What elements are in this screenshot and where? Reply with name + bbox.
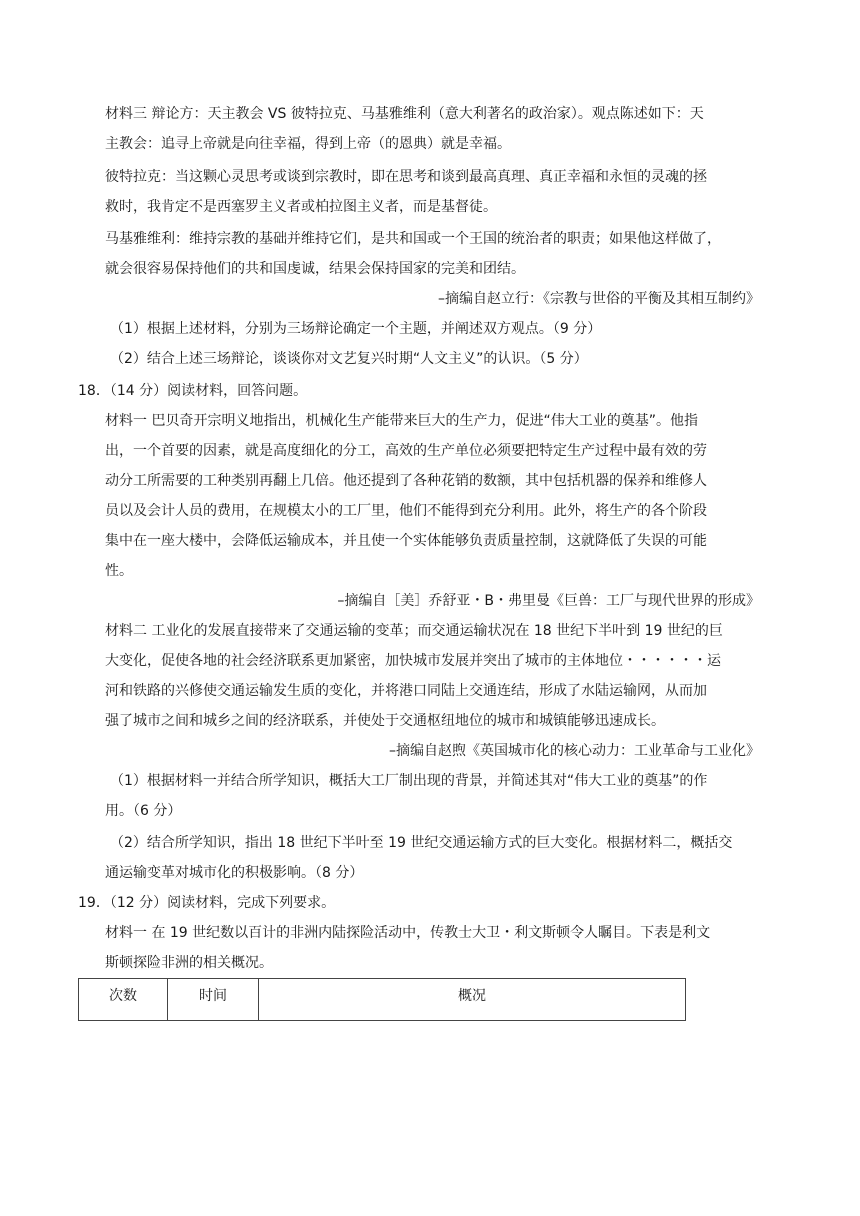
source-citation: –摘编自赵煦《英国城市化的核心动力：工业革命与工业化》 xyxy=(389,743,760,759)
source-citation: –摘编自赵立行：《宗教与世俗的平衡及其相互制约》 xyxy=(438,291,760,307)
material-line: 动分工所需要的工种类别再翻上几倍。他还提到了各种花销的数额，其中包括机器的保养和维修人 xyxy=(105,473,707,489)
source-citation: –摘编自［美］乔舒亚・B・弗里曼《巨兽：工厂与现代世界的形成》 xyxy=(337,593,760,609)
material-line: 员以及会计人员的费用，在规模太小的工厂里，他们不能得到充分利用。此外，将生产的各个阶段 xyxy=(105,503,707,519)
question-heading: 19．（12 分）阅读材料，完成下列要求。 xyxy=(78,895,336,911)
material-line: 材料二 工业化的发展直接带来了交通运输的变革；而交通运输状况在 18 世纪下半叶到 19 世纪的巨 xyxy=(105,623,723,639)
table-header-row xyxy=(79,979,686,1021)
sub-question: （2）结合所学知识，指出 18 世纪下半叶至 19 世纪交通运输方式的巨大变化。根据材料二，概括交 xyxy=(110,835,733,851)
table-header-cell: 概况 xyxy=(259,979,686,1021)
material-line: 材料一 巴贝奇开宗明义地指出，机械化生产能带来巨大的生产力，促进“伟大工业的奠基”。他指 xyxy=(105,413,698,429)
material-line: 大变化，促使各地的社会经济联系更加紧密，加快城市发展并突出了城市的主体地位・・・・・・运 xyxy=(105,653,721,669)
material3-line: 救时，我肯定不是西塞罗主义者或柏拉图主义者，而是基督徒。 xyxy=(105,199,497,215)
question-heading: 18．（14 分）阅读材料，回答问题。 xyxy=(78,383,308,399)
material-line: 材料一 在 19 世纪数以百计的非洲内陆探险活动中，传教士大卫・利文斯顿令人瞩目。下表是利文 xyxy=(105,925,711,941)
sub-question-cont: 通运输变革对城市化的积极影响。（8 分） xyxy=(105,865,364,881)
material-line: 性。 xyxy=(105,563,133,579)
table-header-cell: 时间 xyxy=(168,979,259,1021)
material3-line: 主教会：追寻上帝就是向往幸福，得到上帝（的恩典）就是幸福。 xyxy=(105,136,511,152)
material-line: 集中在一座大楼中，会降低运输成本，并且使一个实体能够负责质量控制，这就降低了失误的可能 xyxy=(105,533,707,549)
material3-line: 马基雅维利：维持宗教的基础并维持它们，是共和国或一个王国的统治者的职责；如果他这样做了， xyxy=(105,231,721,247)
sub-question-cont: 用。（6 分） xyxy=(105,803,182,819)
material-line: 强了城市之间和城乡之间的经济联系，并使处于交通枢纽地位的城市和城镇能够迅速成长。 xyxy=(105,713,665,729)
material-line: 斯顿探险非洲的相关概况。 xyxy=(105,955,273,971)
material-line: 出，一个首要的因素，就是高度细化的分工，高效的生产单位必须要把特定生产过程中最有效的劳 xyxy=(105,443,707,459)
sub-question: （1）根据材料一并结合所学知识，概括大工厂制出现的背景，并简述其对“伟大工业的奠基”的作 xyxy=(110,773,708,789)
exploration-table xyxy=(78,978,686,1021)
material3-line: 材料三 辩论方：天主教会 VS 彼特拉克、马基雅维利（意大利著名的政治家）。观点陈述如下：天 xyxy=(105,106,704,122)
material-line: 河和铁路的兴修使交通运输发生质的变化，并将港口同陆上交通连结，形成了水陆运输网，从而加 xyxy=(105,683,707,699)
table-header-cell: 次数 xyxy=(79,979,168,1021)
material3-line: 就会很容易保持他们的共和国虔诚，结果会保持国家的完美和团结。 xyxy=(105,261,525,277)
sub-question: （1）根据上述材料，分别为三场辩论确定一个主题，并阐述双方观点。（9 分） xyxy=(110,321,602,337)
material3-line: 彼特拉克：当这颗心灵思考或谈到宗教时，即在思考和谈到最高真理、真正幸福和永恒的灵魂的拯 xyxy=(105,169,707,185)
sub-question: （2）结合上述三场辩论，谈谈你对文艺复兴时期“人文主义”的认识。（5 分） xyxy=(110,351,588,367)
